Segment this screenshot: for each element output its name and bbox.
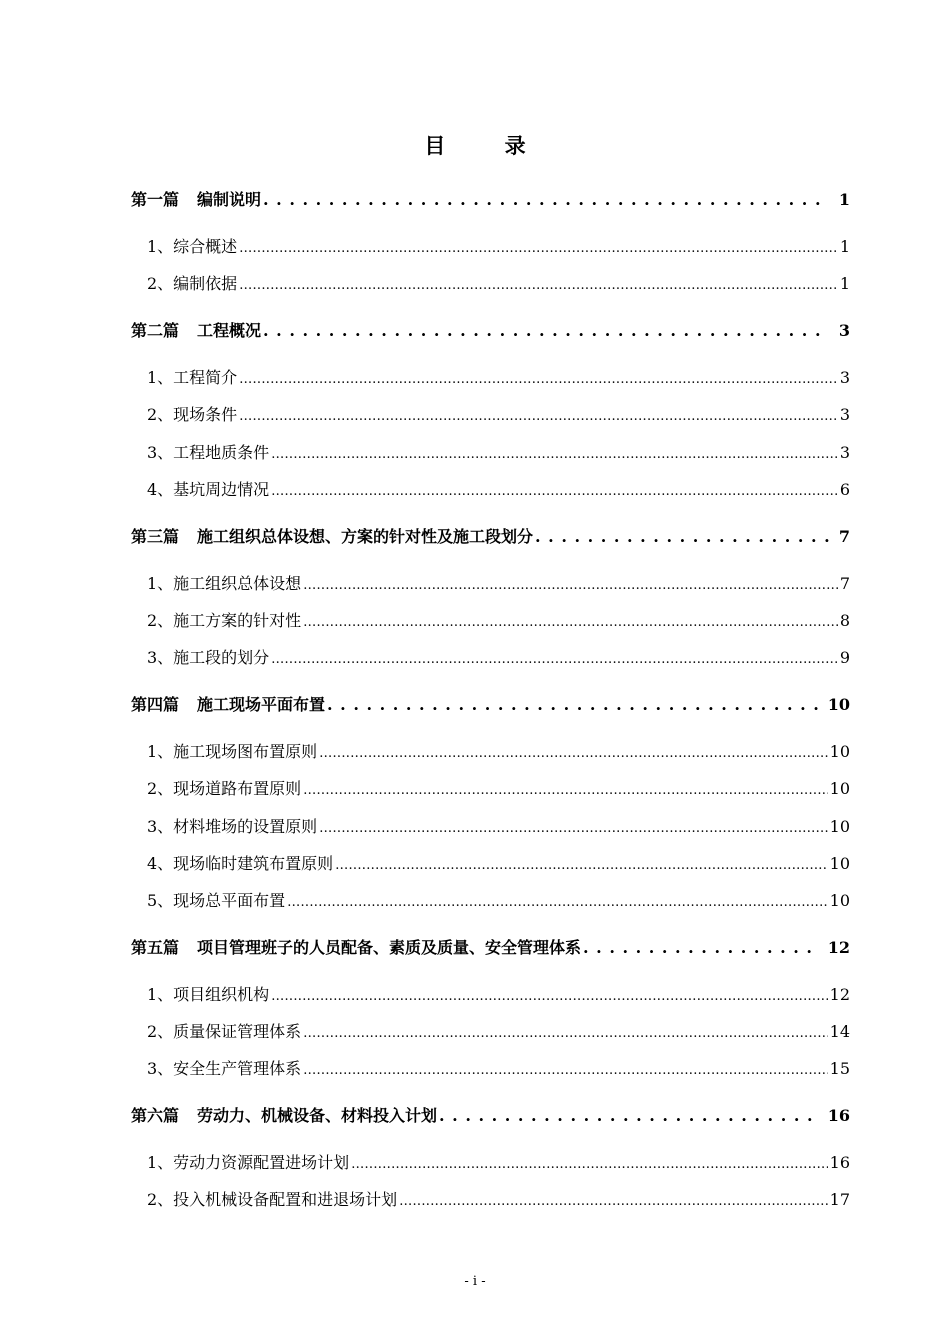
toc-chapter-entry[interactable] (131, 1104, 850, 1128)
toc-section-entry[interactable] (147, 403, 850, 427)
toc-entry-text: 项目管理班子的人员配备、素质及质量、安全管理体系 (197, 938, 582, 957)
toc-entry-text: 1、综合概述 (147, 237, 238, 256)
toc-entry-label (147, 1151, 349, 1175)
dot-leader (303, 572, 838, 598)
toc-entry-text: 1、劳动力资源配置进场计划 (147, 1153, 350, 1172)
toc-entry-label (147, 646, 269, 670)
toc-section-entry[interactable] (147, 815, 850, 839)
toc-section-entry[interactable] (147, 983, 850, 1007)
toc-entry-text: 2、现场道路布置原则 (147, 779, 302, 798)
toc-entry-label (147, 572, 301, 596)
dot-leader (303, 609, 838, 635)
toc-entry-text: 5、现场总平面布置 (147, 891, 286, 910)
toc-entry-label (147, 740, 317, 764)
toc-chapter-number: 第三篇 (131, 527, 180, 546)
toc-page-number: 3 (839, 443, 850, 462)
toc-entry-label (131, 693, 325, 717)
toc-page-number: 7 (839, 574, 850, 593)
dot-leader (239, 366, 838, 392)
toc-chapter-number: 第二篇 (131, 321, 180, 340)
toc-entry-text: 2、现场条件 (147, 405, 238, 424)
toc-chapter-entry[interactable] (131, 936, 850, 960)
dot-leader (271, 646, 838, 672)
dot-leader (271, 478, 838, 504)
toc-entry-label (147, 609, 301, 633)
toc-entry-label (147, 815, 317, 839)
toc-section-entry[interactable] (147, 889, 850, 913)
toc-section-entry[interactable] (147, 609, 850, 633)
toc-entry-text: 2、投入机械设备配置和进退场计划 (147, 1190, 398, 1209)
toc-entry-label (147, 235, 237, 259)
toc-page-number: 10 (829, 891, 850, 910)
dot-leader (319, 815, 827, 841)
toc-section-entry[interactable] (147, 366, 850, 390)
toc-page-number: 17 (829, 1190, 850, 1209)
toc-entry-text: 4、现场临时建筑布置原则 (147, 854, 334, 873)
toc-page-number: 12 (829, 985, 850, 1004)
toc-section-entry[interactable] (147, 1151, 850, 1175)
toc-section-entry[interactable] (147, 272, 850, 296)
dot-leader (303, 1057, 827, 1083)
toc-entry-text: 施工现场平面布置 (197, 695, 326, 714)
toc-entry-text: 工程概况 (197, 321, 262, 340)
toc-entry-label (147, 889, 285, 913)
dot-leader (263, 319, 829, 343)
toc-section-entry[interactable] (147, 740, 850, 764)
toc-page-number: 10 (827, 695, 850, 714)
toc-entry-text: 4、基坑周边情况 (147, 480, 270, 499)
dot-leader (327, 693, 818, 717)
toc-chapter-entry[interactable] (131, 319, 850, 343)
toc-entry-label (147, 1188, 397, 1212)
toc-entry-label (147, 1020, 301, 1044)
toc-chapter-number: 第一篇 (131, 190, 180, 209)
toc-entry-label (131, 936, 581, 960)
toc-entry-text: 2、质量保证管理体系 (147, 1022, 302, 1041)
toc-page-number: 10 (829, 854, 850, 873)
toc-entry-label (147, 852, 333, 876)
toc-section-entry[interactable] (147, 852, 850, 876)
toc-page-number: 16 (829, 1153, 850, 1172)
toc-entry-label (147, 777, 301, 801)
toc-section-entry[interactable] (147, 572, 850, 596)
toc-entry-text: 3、工程地质条件 (147, 443, 270, 462)
toc-entry-label (147, 478, 269, 502)
toc-entry-label (131, 188, 261, 212)
toc-page-number: 1 (839, 237, 850, 256)
toc-entry-text: 1、施工组织总体设想 (147, 574, 302, 593)
toc-section-entry[interactable] (147, 441, 850, 465)
toc-entry-label (131, 525, 533, 549)
toc-entry-text: 3、安全生产管理体系 (147, 1059, 302, 1078)
toc-entry-label (147, 403, 237, 427)
toc-chapter-entry[interactable] (131, 525, 850, 549)
toc-page-number: 10 (829, 779, 850, 798)
page-number-footer: - i - (464, 1274, 486, 1289)
toc-section-entry[interactable] (147, 1057, 850, 1081)
toc-page-number: 1 (839, 274, 850, 293)
dot-leader (287, 889, 827, 915)
toc-entry-label (147, 1057, 301, 1081)
toc-page-number: 8 (839, 611, 850, 630)
toc-section-entry[interactable] (147, 777, 850, 801)
toc-section-entry[interactable] (147, 646, 850, 670)
toc-entry-label (147, 441, 269, 465)
dot-leader (303, 777, 827, 803)
toc-page-number: 3 (839, 368, 850, 387)
toc-entry-label (147, 983, 269, 1007)
dot-leader (271, 983, 827, 1009)
toc-chapter-entry[interactable] (131, 693, 850, 717)
dot-leader (303, 1020, 827, 1046)
toc-chapter-number: 第四篇 (131, 695, 180, 714)
dot-leader (239, 403, 838, 429)
toc-entry-label (131, 1104, 437, 1128)
toc-page-number: 3 (839, 405, 850, 424)
dot-leader (263, 188, 829, 212)
toc-page-number: 1 (838, 190, 850, 209)
toc-entry-text: 2、施工方案的针对性 (147, 611, 302, 630)
dot-leader (239, 235, 838, 261)
dot-leader (335, 852, 827, 878)
toc-page-number: 6 (839, 480, 850, 499)
toc-page-number: 15 (829, 1059, 850, 1078)
toc-chapter-number: 第五篇 (131, 938, 180, 957)
toc-entry-label (147, 366, 237, 390)
toc-entry-text: 3、材料堆场的设置原则 (147, 817, 318, 836)
dot-leader (583, 936, 818, 960)
toc-section-entry[interactable] (147, 478, 850, 502)
toc-entry-text: 施工组织总体设想、方案的针对性及施工段划分 (197, 527, 534, 546)
toc-page-number: 10 (829, 742, 850, 761)
toc-page-number: 14 (829, 1022, 850, 1041)
toc-page-number: 16 (827, 1106, 850, 1125)
toc-page-number: 12 (827, 938, 850, 957)
toc-section-entry[interactable] (147, 1020, 850, 1044)
toc-page-number: 9 (839, 648, 850, 667)
dot-leader (439, 1104, 818, 1128)
toc-chapter-entry[interactable] (131, 188, 850, 212)
toc-entry-text: 2、编制依据 (147, 274, 238, 293)
dot-leader (535, 525, 829, 549)
toc-section-entry[interactable] (147, 235, 850, 259)
toc-entry-label (147, 272, 237, 296)
toc-page-number: 3 (838, 321, 850, 340)
page-title: 目 录 (424, 133, 552, 158)
dot-leader (351, 1151, 827, 1177)
toc-entry-text: 3、施工段的划分 (147, 648, 270, 667)
toc-entry-text: 劳动力、机械设备、材料投入计划 (197, 1106, 438, 1125)
dot-leader (239, 272, 838, 298)
toc-entry-text: 1、施工现场图布置原则 (147, 742, 318, 761)
dot-leader (271, 441, 838, 467)
toc-entry-text: 1、工程简介 (147, 368, 238, 387)
toc-entry-label (131, 319, 261, 343)
dot-leader (319, 740, 827, 766)
toc-page-number: 10 (829, 817, 850, 836)
toc-entry-text: 1、项目组织机构 (147, 985, 270, 1004)
toc-section-entry[interactable] (147, 1188, 850, 1212)
toc-page-number: 7 (838, 527, 850, 546)
dot-leader (399, 1188, 827, 1214)
toc-chapter-number: 第六篇 (131, 1106, 180, 1125)
toc-entry-text: 编制说明 (197, 190, 262, 209)
